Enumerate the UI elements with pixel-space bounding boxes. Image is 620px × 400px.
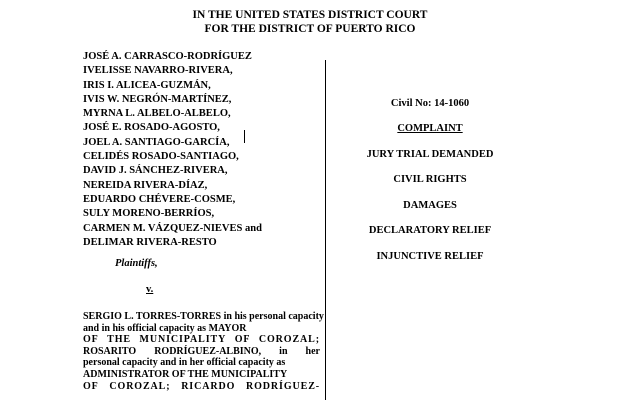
civil-number: Civil No: 14-1060 [390, 98, 470, 109]
caption-divider [325, 60, 326, 400]
defendant-word: COROZAL; [109, 380, 171, 392]
claim-damages: DAMAGES [403, 200, 457, 211]
defendant-line: ADMINISTRATOR OF THE MUNICIPALITY [83, 368, 288, 380]
defendant-word: her [305, 345, 320, 357]
plaintiff-name: EDUARDO CHÉVERE-COSME, [83, 193, 236, 205]
defendant-line: SERGIO L. TORRES-TORRES in his personal capacity [83, 311, 324, 322]
defendant-line [83, 346, 320, 358]
plaintiff-name: IVELISSE NAVARRO-RIVERA, [83, 65, 233, 77]
plaintiff-name: CARMEN M. VÁZQUEZ-NIEVES and [83, 222, 262, 234]
jury-demand: JURY TRIAL DEMANDED [366, 149, 494, 160]
claim-civil-rights: CIVIL RIGHTS [393, 174, 467, 185]
defendant-line [83, 334, 320, 346]
plaintiff-name: JOSÉ A. CARRASCO-RODRÍGUEZ [83, 51, 252, 62]
defendants-block [83, 311, 324, 392]
defendant-word: in [279, 345, 288, 357]
defendant-word: COROZAL; [258, 334, 320, 346]
plaintiff-name: DELIMAR RIVERA-RESTO [83, 236, 217, 248]
plaintiff-name: MYRNA L. ALBELO-ALBELO, [83, 108, 231, 120]
plaintiffs-label: Plaintiffs, [115, 258, 158, 269]
plaintiff-name: IVIS W. NEGRÓN-MARTÍNEZ, [83, 93, 232, 105]
complaint-heading: COMPLAINT [397, 123, 463, 134]
defendant-word: RODRÍGUEZ- [245, 380, 320, 392]
defendant-line [83, 381, 320, 393]
defendant-word: THE [107, 334, 131, 346]
defendant-word: RODRÍGUEZ-ALBINO, [154, 345, 262, 357]
plaintiff-name: DAVID J. SÁNCHEZ-RIVERA, [83, 165, 228, 177]
defendant-line: personal capacity and in her official capacity as [83, 357, 286, 369]
defendant-word: MUNICIPALITY [139, 334, 227, 346]
court-district-line: FOR THE DISTRICT OF PUERTO RICO [204, 23, 416, 35]
defendant-word: RICARDO [181, 380, 236, 392]
claim-declaratory-relief: DECLARATORY RELIEF [368, 225, 492, 236]
claim-injunctive-relief: INJUNCTIVE RELIEF [376, 251, 484, 262]
versus-label: v. [146, 284, 154, 295]
plaintiff-name: NEREIDA RIVERA-DÍAZ, [83, 179, 208, 191]
plaintiffs-list [83, 50, 262, 250]
plaintiff-name: SULY MORENO-BERRÍOS, [83, 208, 215, 220]
defendant-word: OF [234, 334, 251, 346]
defendant-word: OF [83, 380, 99, 392]
plaintiff-name: CELIDÉS ROSADO-SANTIAGO, [83, 151, 239, 163]
defendant-word: ROSARITO [83, 345, 137, 357]
defendant-word: OF [83, 334, 99, 346]
court-name-line: IN THE UNITED STATES DISTRICT COURT [192, 9, 428, 21]
plaintiff-name: JOEL A. SANTIAGO-GARCÍA, [83, 136, 230, 148]
plaintiff-name: IRIS I. ALICEA-GUZMÁN, [83, 79, 211, 91]
plaintiff-name: JOSÉ E. ROSADO-AGOSTO, [83, 122, 220, 134]
defendant-line: and in his official capacity as MAYOR [83, 322, 247, 334]
